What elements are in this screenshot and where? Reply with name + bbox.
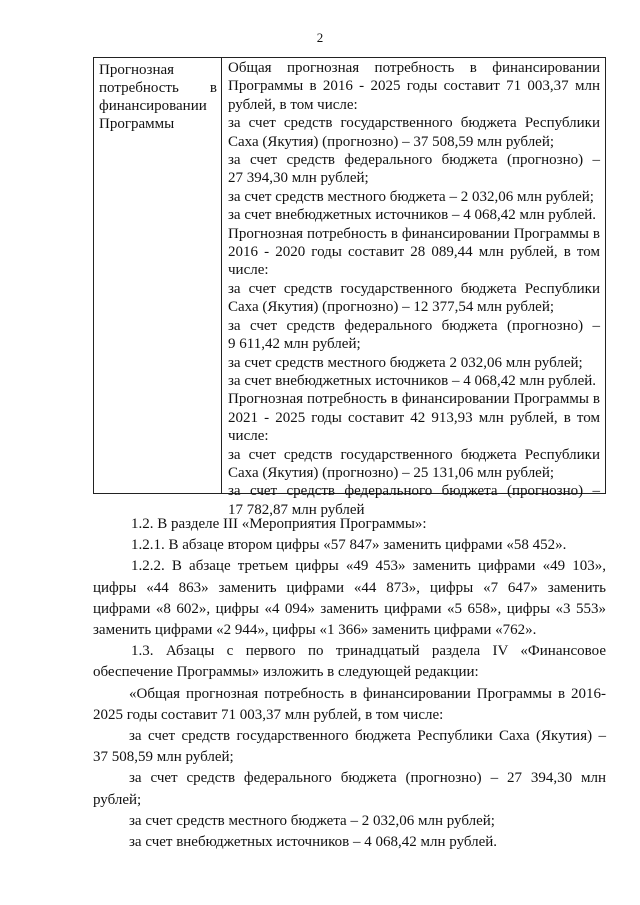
content-line: рублей, в том числе: <box>228 96 358 113</box>
body-line: 37 508,59 млн рублей; <box>93 749 234 766</box>
content-line: за счет внебюджетных источников – 4 068,42 млн рублей. <box>228 207 597 224</box>
content-line: за счет средств федерального бюджета (прогнозно) – <box>228 152 600 169</box>
body-line: цифрами «8 602», цифры «4 094» заменить цифрами «5 658», цифры «3 553» <box>93 600 606 617</box>
content-line: Прогнозная потребность в финансировании Программы в <box>228 225 600 242</box>
body-line: заменить цифрами «2 944», цифры «1 366» заменить цифрами «762». <box>93 622 537 639</box>
label-line: Прогнозная <box>99 62 175 78</box>
content-line: Саха (Якутия) (прогнозно) – 37 508,59 млн рублей; <box>228 133 555 150</box>
label-line: Программы <box>99 116 175 132</box>
content-line: 2016 - 2020 годы составит 28 089,44 млн рублей, в том <box>228 244 600 261</box>
body-line: «Общая прогнозная потребность в финансировании Программы в 2016- <box>129 685 606 702</box>
body-line: за счет средств местного бюджета – 2 032,06 млн рублей; <box>129 812 495 829</box>
body-line: за счет средств федерального бюджета (прогнозно) – 27 394,30 млн <box>129 770 606 787</box>
body-line: за счет внебюджетных источников – 4 068,42 млн рублей. <box>129 834 498 851</box>
passport-table <box>93 57 606 518</box>
body-line: рублей; <box>93 791 142 808</box>
body-text <box>93 514 606 853</box>
content-line: за счет средств федерального бюджета (прогнозно) – <box>228 317 600 334</box>
content-line: Прогнозная потребность в финансировании Программы в <box>228 391 600 408</box>
passport-label-cell <box>94 58 222 493</box>
page-number: 2 <box>316 30 324 45</box>
label-line: потребность в <box>99 80 217 96</box>
content-line: за счет средств государственного бюджета Республики <box>228 446 600 463</box>
content-line: Общая прогнозная потребность в финансировании <box>228 60 600 76</box>
content-line: за счет средств местного бюджета 2 032,06 млн рублей; <box>228 354 583 371</box>
body-line: цифры «44 863» заменить цифрами «44 873», цифры «7 647» заменить <box>93 579 606 596</box>
content-line: за счет средств государственного бюджета Республики <box>228 280 600 297</box>
body-line: 1.3. Абзацы с первого по тринадцатый раздела IV «Финансовое <box>131 643 606 660</box>
passport-content-cell <box>222 58 605 518</box>
body-line: за счет средств государственного бюджета Республики Саха (Якутия) – <box>129 728 606 745</box>
content-line: числе: <box>228 428 269 445</box>
content-line: за счет внебюджетных источников – 4 068,42 млн рублей. <box>228 372 597 389</box>
body-line: 1.2.2. В абзаце третьем цифры «49 453» заменить цифрами «49 103», <box>131 558 606 575</box>
content-line: 17 782,87 млн рублей <box>228 501 365 518</box>
body-line: 2025 годы составит 71 003,37 млн рублей, в том числе: <box>93 706 444 723</box>
content-line: 2021 - 2025 годы составит 42 913,93 млн рублей, в том <box>228 409 600 426</box>
content-line: Саха (Якутия) (прогнозно) – 12 377,54 млн рублей; <box>228 299 555 316</box>
content-line: за счет средств государственного бюджета Республики <box>228 115 600 132</box>
content-line: 9 611,42 млн рублей; <box>228 336 361 353</box>
content-line: за счет средств федерального бюджета (прогнозно) – <box>228 483 600 500</box>
content-line: Программы в 2016 - 2025 годы составит 71 003,37 млн <box>228 78 600 95</box>
content-line: числе: <box>228 262 269 279</box>
label-line: финансировании <box>99 98 207 114</box>
content-line: Саха (Якутия) (прогнозно) – 25 131,06 млн рублей; <box>228 464 555 481</box>
body-line: 1.2.1. В абзаце втором цифры «57 847» заменить цифрами «58 452». <box>131 537 567 554</box>
content-line: за счет средств местного бюджета – 2 032,06 млн рублей; <box>228 188 594 205</box>
body-line: обеспечение Программы» изложить в следующей редакции: <box>93 664 479 681</box>
body-line: 1.2. В разделе III «Мероприятия Программы»: <box>131 516 427 532</box>
content-line: 27 394,30 млн рублей; <box>228 170 369 187</box>
